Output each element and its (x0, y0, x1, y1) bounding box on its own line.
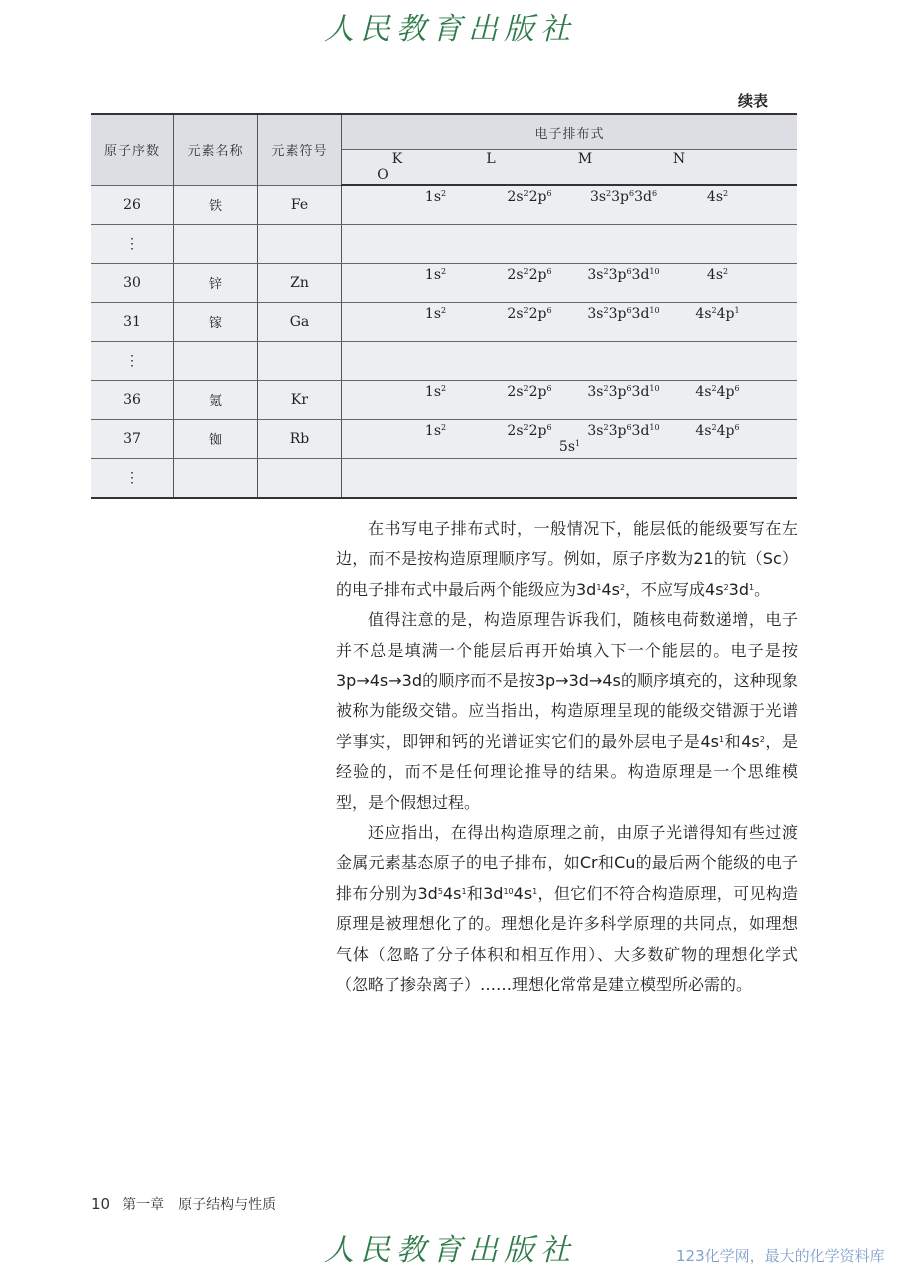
shell-o-value: $5s^1$ (558, 438, 581, 455)
shell-header-o: O (377, 167, 389, 183)
chapter-title: 第一章 原子结构与性质 (122, 1197, 277, 1213)
cell-element-name (174, 341, 258, 380)
cell-configuration (342, 302, 798, 341)
shell-k-value: $1s^2$ (424, 188, 447, 205)
continued-table-label: 续表 (738, 92, 769, 110)
body-text (336, 514, 798, 1001)
cell-atomic-number: 31 (91, 302, 174, 341)
shell-l-value: $2s^22p^6$ (507, 305, 552, 322)
shell-header-m: M (577, 151, 593, 167)
shell-m-value: $3s^23p^63d^{10}$ (587, 383, 660, 400)
cell-element-name (174, 458, 258, 498)
shell-header-row (342, 150, 798, 186)
cell-element-name: 铁 (174, 185, 258, 224)
cell-element-symbol: Kr (258, 380, 342, 419)
shell-m-value: $3s^23p^63d^{10}$ (587, 305, 660, 322)
shell-header-l: L (486, 151, 496, 167)
cell-element-symbol (258, 341, 342, 380)
shell-k-value: $1s^2$ (424, 422, 447, 439)
shell-n-value: $4s^2$ (706, 188, 729, 205)
shell-n-value: $4s^2$ (706, 266, 729, 283)
shell-k-value: $1s^2$ (424, 383, 447, 400)
shell-l-value: $2s^22p^6$ (507, 422, 552, 439)
shell-k-value: $1s^2$ (424, 305, 447, 322)
header-configuration: 电子排布式 (342, 114, 798, 150)
cell-configuration (342, 458, 798, 498)
cell-atomic-number: 37 (91, 419, 174, 458)
shell-l-value: $2s^22p^6$ (507, 266, 552, 283)
shell-header-k: K (391, 151, 403, 167)
cell-element-symbol: Rb (258, 419, 342, 458)
cell-configuration (342, 341, 798, 380)
cell-element-name: 锌 (174, 263, 258, 302)
paragraph-2: 值得注意的是，构造原理告诉我们，随核电荷数递增，电子并不总是填满一个能层后再开始填入下一个能层的。电子是按3p→4s→3d的顺序而不是按3p→3d→4s的顺序填充的，这种现象被称为能级交错。应当指出，构造原理呈现的能级交错源于光谱学事实，即钾和钙的光谱证实它们的最外层电子是$4s^1$和$4s^2$，是经验的，而不是任何理论推导的结果。构造原理是一个思维模型，是个假想过程。 (336, 610, 798, 812)
table-row (91, 185, 797, 224)
cell-configuration (342, 380, 798, 419)
shell-l-value: $2s^22p^6$ (507, 383, 552, 400)
shell-n-value: $4s^24p^6$ (695, 383, 740, 400)
cell-configuration (342, 185, 798, 224)
cell-element-symbol: Zn (258, 263, 342, 302)
paragraph-3: 还应指出，在得出构造原理之前，由原子光谱得知有些过渡金属元素基态原子的电子排布，如Cr和Cu的最后两个能级的电子排布分别为$3d^54s^1$和$3d^{10}4s^1$，但它们不符合构造原理，可见构造原理是被理想化了的。理想化是许多科学原理的共同点，如理想气体（忽略了分子体积和相互作用）、大多数矿物的理想化学式（忽略了掺杂离子）……理想化常常是建立模型所必需的。 (336, 823, 798, 995)
shell-m-value: $3s^23p^63d^{10}$ (587, 422, 660, 439)
header-element-name: 元素名称 (174, 114, 258, 185)
table-row (91, 224, 797, 263)
table-row (91, 341, 797, 380)
cell-element-symbol: Ga (258, 302, 342, 341)
cell-element-symbol: Fe (258, 185, 342, 224)
cell-element-symbol (258, 224, 342, 263)
cell-atomic-number: ⋮ (91, 458, 174, 498)
shell-m-value: $3s^23p^63d^{10}$ (587, 266, 660, 283)
cell-atomic-number: 30 (91, 263, 174, 302)
cell-configuration (342, 419, 798, 458)
cell-configuration (342, 224, 798, 263)
shell-k-value: $1s^2$ (424, 266, 447, 283)
cell-configuration (342, 263, 798, 302)
cell-element-symbol (258, 458, 342, 498)
site-watermark: 123化学网，最大的化学资料库 (676, 1247, 885, 1265)
table-row (91, 302, 797, 341)
cell-element-name (174, 224, 258, 263)
cell-element-name: 氪 (174, 380, 258, 419)
cell-atomic-number: ⋮ (91, 224, 174, 263)
table-body (91, 185, 797, 498)
electron-configuration-table (91, 113, 797, 499)
table-row (91, 380, 797, 419)
shell-m-value: $3s^23p^63d^6$ (589, 188, 658, 205)
table-row (91, 263, 797, 302)
page-number: 10 (91, 1195, 111, 1213)
publisher-logo-bottom: 人民教育出版社 (324, 1233, 576, 1268)
table-row (91, 458, 797, 498)
table-row (91, 419, 797, 458)
shell-n-value: $4s^24p^6$ (695, 422, 740, 439)
shell-n-value: $4s^24p^1$ (695, 305, 740, 322)
paragraph-1: 在书写电子排布式时，一般情况下，能层低的能级要写在左边，而不是按构造原理顺序写。例如，原子序数为21的钪（Sc）的电子排布式中最后两个能级应为$3d^14s^2$，不应写成$4s^23d^1$。 (336, 519, 798, 599)
cell-element-name: 铷 (174, 419, 258, 458)
page-footer (91, 1194, 276, 1214)
cell-element-name: 镓 (174, 302, 258, 341)
cell-atomic-number: 36 (91, 380, 174, 419)
header-atomic-number: 原子序数 (91, 114, 174, 185)
publisher-logo-top: 人民教育出版社 (324, 12, 576, 47)
header-element-symbol: 元素符号 (258, 114, 342, 185)
shell-header-n: N (672, 151, 686, 167)
cell-atomic-number: ⋮ (91, 341, 174, 380)
cell-atomic-number: 26 (91, 185, 174, 224)
shell-l-value: $2s^22p^6$ (507, 188, 552, 205)
